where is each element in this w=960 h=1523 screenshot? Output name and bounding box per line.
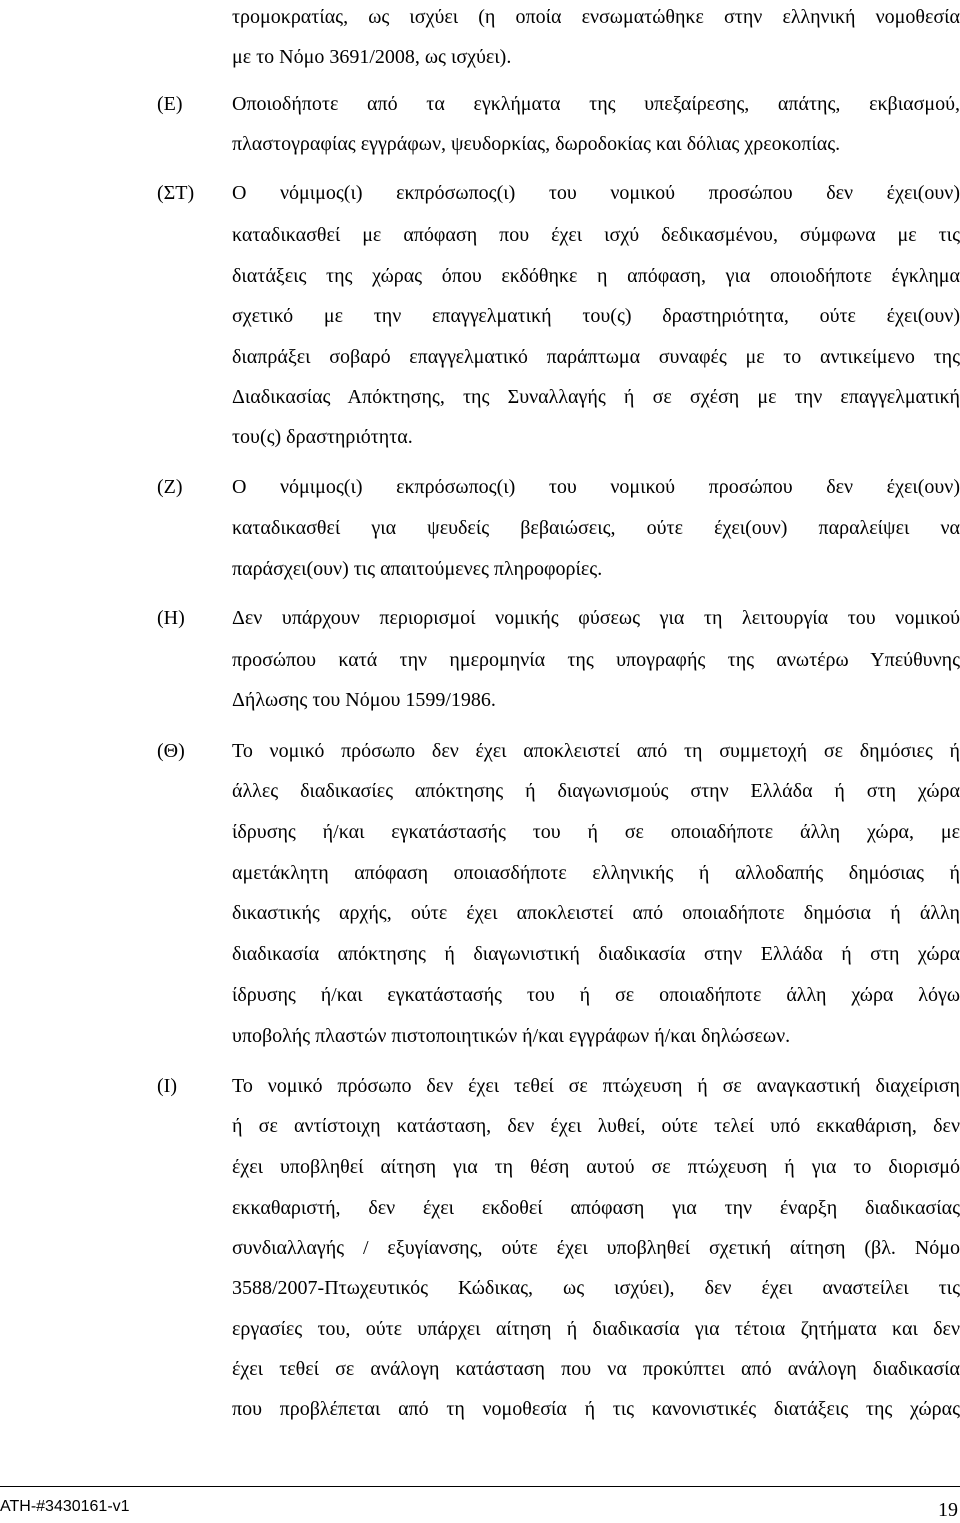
text-line: παράσχει(ουν) τις απαιτούμενες πληροφορίες. (232, 558, 603, 580)
document-reference: ΑΤΗ-#3430161-v1 (0, 1498, 130, 1515)
text-line: 3588/2007-Πτωχευτικός Κώδικας, ως ισχύει), δεν έχει αναστείλει τις (232, 1277, 960, 1299)
text-line: εργασίες του, ούτε υπάρχει αίτηση ή διαδικασία για τέτοια ζητήματα και δεν (232, 1318, 960, 1340)
text-line: διαδικασία απόκτησης ή διαγωνιστική διαδικασία στην Ελλάδα ή στη χώρα (232, 943, 960, 965)
text-line: με το Νόμο 3691/2008, ως ισχύει). (232, 46, 512, 68)
text-line: καταδικασθεί με απόφαση που έχει ισχύ δεδικασμένου, σύμφωνα με τις (232, 224, 960, 246)
text-line: αμετάκλητη απόφαση οποιασδήποτε ελληνικής ή αλλοδαπής δημόσιας ή (232, 862, 960, 884)
text-line: ίδρυσης ή/και εγκατάστασής του ή σε οποιαδήποτε άλλη χώρα, με (232, 821, 960, 843)
text-line: Δήλωσης του Νόμου 1599/1986. (232, 689, 496, 711)
text-line: εκκαθαριστή, δεν έχει εκδοθεί απόφαση για την έναρξη διαδικασίας (232, 1197, 960, 1219)
item-label: (Ζ) (157, 476, 183, 498)
text-line: σχετικό με την επαγγελματική του(ς) δραστηριότητα, ούτε έχει(ουν) (232, 305, 960, 327)
text-line: έχει τεθεί σε ανάλογη κατάσταση που να προκύπτει από ανάλογη διαδικασία (232, 1358, 960, 1380)
text-line: του(ς) δραστηριότητα. (232, 426, 413, 448)
text-line: καταδικασθεί για ψευδείς βεβαιώσεις, ούτε έχει(ουν) παραλείψει να (232, 517, 960, 539)
text-line: Οποιοδήποτε από τα εγκλήματα της υπεξαίρεσης, απάτης, εκβιασμού, (232, 93, 960, 115)
text-line: ίδρυσης ή/και εγκατάστασής του ή σε οποιαδήποτε άλλη χώρα λόγω (232, 984, 960, 1006)
item-label: (Θ) (157, 740, 185, 762)
text-line: που προβλέπεται από τη νομοθεσία ή τις κανονιστικές διατάξεις της χώρας (232, 1398, 960, 1420)
text-line: Ο νόμιμος(ι) εκπρόσωπος(ι) του νομικού προσώπου δεν έχει(ουν) (232, 182, 960, 204)
text-line: Το νομικό πρόσωπο δεν έχει τεθεί σε πτώχευση ή σε αναγκαστική διαχείριση (232, 1075, 960, 1097)
text-line: ή σε αντίστοιχη κατάσταση, δεν έχει λυθεί, ούτε τελεί υπό εκκαθάριση, δεν (232, 1115, 960, 1137)
page-number: 19 (938, 1499, 958, 1521)
text-line: Ο νόμιμος(ι) εκπρόσωπος(ι) του νομικού προσώπου δεν έχει(ουν) (232, 476, 960, 498)
text-line: πλαστογραφίας εγγράφων, ψευδορκίας, δωροδοκίας και δόλιας χρεοκοπίας. (232, 133, 841, 155)
text-line: δικαστικής αρχής, ούτε έχει αποκλειστεί από οποιαδήποτε δημόσια ή άλλη (232, 902, 960, 924)
item-label: (Ε) (157, 93, 183, 115)
text-line: Δεν υπάρχουν περιορισμοί νομικής φύσεως για τη λειτουργία του νομικού (232, 607, 960, 629)
item-label: (Η) (157, 607, 185, 629)
text-line: προσώπου κατά την ημερομηνία της υπογραφής της ανωτέρω Υπεύθυνης (232, 649, 960, 671)
item-label: (ΣΤ) (157, 182, 195, 204)
text-line: συνδιαλλαγής / εξυγίανσης, ούτε έχει υποβληθεί σχετική αίτηση (βλ. Νόμο (232, 1237, 960, 1259)
text-line: διαπράξει σοβαρό επαγγελματικό παράπτωμα συναφές με το αντικείμενο της (232, 346, 960, 368)
text-line: Το νομικό πρόσωπο δεν έχει αποκλειστεί από τη συμμετοχή σε δημόσιες ή (232, 740, 960, 762)
text-line: υποβολής πλαστών πιστοποιητικών ή/και εγγράφων ή/και δηλώσεων. (232, 1025, 791, 1047)
text-line: τρομοκρατίας, ως ισχύει (η οποία ενσωματώθηκε στην ελληνική νομοθεσία (232, 6, 960, 28)
text-line: διατάξεις της χώρας όπου εκδόθηκε η απόφαση, για οποιοδήποτε έγκλημα (232, 265, 960, 287)
text-line: έχει υποβληθεί αίτηση για τη θέση αυτού σε πτώχευση ή για το διορισμό (232, 1156, 960, 1178)
text-line: Διαδικασίας Απόκτησης, της Συναλλαγής ή σε σχέση με την επαγγελματική (232, 386, 960, 408)
item-label: (Ι) (157, 1075, 177, 1097)
text-line: άλλες διαδικασίες απόκτησης ή διαγωνισμούς στην Ελλάδα ή στη χώρα (232, 780, 960, 802)
footer-divider (0, 1486, 960, 1487)
